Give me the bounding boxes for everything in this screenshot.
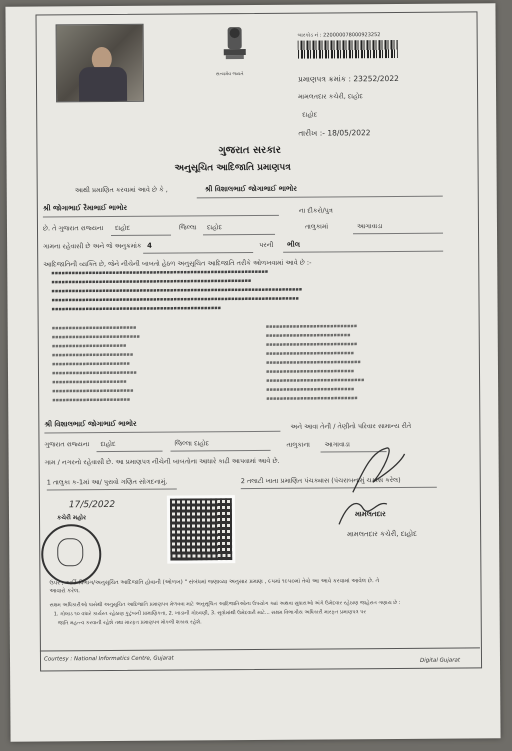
small-print-1: ઉપર , આર્ટિ-વિભાગ/અનુસૂચિત આદિજાતિ હોવાની (ઓળખ) " સંબંધમાં જણાવ્યા અનુસાર પ્રમાણ , ૯૫માં ૧૯૫૦માં તેવો આ આવે કરવામાં આવેલ છે. તે <box>49 578 380 587</box>
taluka-label: તાલુકામાં <box>304 222 329 231</box>
signatory-title: મામલતદાર <box>354 510 386 519</box>
applicant-photo <box>56 24 145 103</box>
office-line-1: મામલતદાર કચેરી, દાહોદ <box>298 92 364 101</box>
digital-gujarat-label: Digital Gujarat <box>419 657 461 664</box>
district-2: દાહોદ <box>206 223 223 232</box>
resident-village: આગાવાડા <box>324 440 350 449</box>
small-print-4: 1. ગોલાડ ૧૦ વધારે કાર્યરત રહેઠાણ કુટુંબની પ્રામાણિકતા, 2. ખાડાની ગોઠવણી, 3. સૂત્રોમાંથી ઉમેદવારી માટે... સક્ષમ વિભાગીય અધિકારી મારફત પ્રમાણપત્ર પર <box>53 609 367 618</box>
courtesy-text: Courtesy : National Informatics Centre, Gujarat <box>43 655 174 663</box>
state-prefix: છે. તે ગુજરાત રાજ્યના <box>42 224 104 233</box>
emblem-motto: સત્યમેવ જયતે <box>215 72 244 78</box>
applicant-name: શ્રી વિશાલભાઈ જોગાભાઈ ભાભોર <box>204 184 298 194</box>
office-line-2: દાહોદ <box>302 110 318 119</box>
basis-item-1: 1 તાલુકા ક-1માં આ/ પુરાવો ગણિત સોગદનામું. <box>46 477 168 487</box>
office-seal-stamp <box>41 524 101 584</box>
certify-text: આથી પ્રમાણિત કરવામાં આવે છે કે , <box>74 185 168 195</box>
village-line: ગામ / નગરનો રહેવાસી છે. આ પ્રમાણપત્ર નીચેની બાબતોના આધારે કાઢી આપવામાં આવે છે. <box>44 456 280 467</box>
small-print-3: સક્ષમ અધિકારીઓ પાસેથી અનુસૂચિત આદિજાતિ પ્રમાણપત્ર મેળવવા માટે અનુસૂચિત આદિજાતિઓના ઉપયોગ ક્યાં અથવા સુધારાઓ અંગે ઉમેદવાર રહેઠાણ જાહેરાત ગણાય છે : <box>49 599 401 609</box>
district-label: જિલ્લા <box>178 223 197 232</box>
resident-district: દાહોદ <box>100 439 116 449</box>
handwritten-date: 17/5/2022 <box>68 499 116 511</box>
serial-number: 4 <box>147 241 153 250</box>
qr-code <box>167 495 235 563</box>
issue-date: તારીખ :- 18/05/2022 <box>298 128 371 138</box>
gov-title: ગુજરાત સરકાર <box>218 144 281 157</box>
resident-district-label: જિલ્લા દાહોદ <box>174 439 210 448</box>
small-print-2: આવારો કરેલ. <box>49 588 80 595</box>
family-line: અને આવા તેની / તેણીનો પરિવાર સામાન્ય રીતે <box>290 421 412 431</box>
father-name: શ્રી જોગાભાઈ રૈમાભાઈ ભાભોર <box>42 203 128 213</box>
village-name: આગાવાડા <box>356 222 383 231</box>
orders-list-left: ▪▪▪▪▪▪▪▪▪▪▪▪▪▪▪▪▪▪▪▪▪▪▪▪▪ ▪▪▪▪▪▪▪▪▪▪▪▪▪▪▪▪▪▪▪▪▪▪▪▪▪▪ ▪▪▪▪▪▪▪▪▪▪▪▪▪▪▪▪▪▪▪▪▪▪ ▪▪▪▪▪▪▪▪▪▪▪▪▪▪▪▪▪▪▪▪▪▪▪▪ ▪▪▪▪▪▪▪▪▪▪▪▪▪▪▪▪▪▪▪▪▪▪▪ ▪▪▪▪▪▪▪▪▪▪▪▪▪▪▪▪▪▪▪▪▪▪▪▪▪ ▪▪▪▪▪▪▪▪▪▪▪▪▪▪▪▪▪▪▪▪▪▪ ▪▪▪▪▪▪▪▪▪▪▪▪▪▪▪▪▪▪▪▪▪▪▪▪ ▪▪▪▪▪▪▪▪▪▪▪▪▪▪▪▪▪▪▪▪▪▪▪ <box>51 324 140 404</box>
small-print-5: જાતિ મહત્ત્વ કરવાની રહેશે તથા મારફત પ્રમાણપત્ર મોકલી શકાય રહેશે. <box>57 619 202 627</box>
certificate-title: અનુસૂચિત આદિજાતિ પ્રમાણપત્ર <box>174 162 291 174</box>
barcode <box>298 40 398 59</box>
signature-upper <box>342 442 412 498</box>
orders-list-right: ▪▪▪▪▪▪▪▪▪▪▪▪▪▪▪▪▪▪▪▪▪▪▪▪▪▪▪ ▪▪▪▪▪▪▪▪▪▪▪▪▪▪▪▪▪▪▪▪▪▪▪▪▪ ▪▪▪▪▪▪▪▪▪▪▪▪▪▪▪▪▪▪▪▪▪▪▪▪▪▪▪ ▪▪▪▪▪▪▪▪▪▪▪▪▪▪▪▪▪▪▪▪▪▪▪▪▪▪ ▪▪▪▪▪▪▪▪▪▪▪▪▪▪▪▪▪▪▪▪▪▪▪▪▪▪▪▪ ▪▪▪▪▪▪▪▪▪▪▪▪▪▪▪▪▪▪▪▪▪▪▪▪▪▪ ▪▪▪▪▪▪▪▪▪▪▪▪▪▪▪▪▪▪▪▪▪▪▪▪▪▪▪▪▪ ▪▪▪▪▪▪▪▪▪▪▪▪▪▪▪▪▪▪▪▪▪▪▪▪▪▪ ▪▪▪▪▪▪▪▪▪▪▪▪▪▪▪▪▪▪▪▪▪▪▪▪▪▪▪ <box>265 323 365 402</box>
signatory-office: મામલતદાર કચેરી, દાહોદ <box>347 529 418 539</box>
caste-name: ભીલ <box>287 240 301 249</box>
certificate-number: પ્રમાણપત્ર ક્રમાંક : 23252/2022 <box>297 73 399 84</box>
applicant-name-2: શ્રી વિશાલભાઈ જોગાભાઈ ભાભોર <box>44 419 137 429</box>
resident-taluka-label: તાલુકાના <box>286 440 310 449</box>
basis-item-2: 2 તલાટી ખાતા પ્રમાણિત પંચક્યાસ (પંચરાબનામું ચકાસ કરેલ) <box>240 475 401 486</box>
resident-state: ગુજરાત રાજ્યના <box>44 440 90 449</box>
certificate-paper <box>5 3 500 741</box>
caste-prefix: પરની <box>259 240 274 249</box>
relation: ના દીકરો/પુત્ર <box>298 206 333 215</box>
schedule-prefix: ગામના રહેવાસી છે અને જે અનુક્રમાંક <box>43 241 142 251</box>
district-1: દાહોદ <box>114 223 131 232</box>
tribe-line: આદિજાતિની વ્યક્તિ છે, જેને નીચેની બાબતો હેઠળ અનુસૂચિત આદિજાતિ તરીકે ઓળખવામાં આવે છે :- <box>43 258 312 269</box>
national-emblem-icon <box>214 23 256 73</box>
orders-block-top: ▪▪▪▪▪▪▪▪▪▪▪▪▪▪▪▪▪▪▪▪▪▪▪▪▪▪▪▪▪▪▪▪▪▪▪▪▪▪▪▪▪▪▪▪▪▪▪▪▪▪▪▪▪▪▪▪▪▪▪▪▪▪▪▪ ▪▪▪▪▪▪▪▪▪▪▪▪▪▪▪▪▪▪▪▪▪▪▪▪▪▪▪▪▪▪▪▪▪▪▪▪▪▪▪▪▪▪▪▪▪▪▪▪▪▪▪▪▪▪▪▪▪▪▪ ▪▪▪▪▪▪▪▪▪▪▪▪▪▪▪▪▪▪▪▪▪▪▪▪▪▪▪▪▪▪▪▪▪▪▪▪▪▪▪▪▪▪▪▪▪▪▪▪▪▪▪▪▪▪▪▪▪▪▪▪▪▪▪▪▪▪▪▪▪▪▪▪▪▪ ▪▪▪▪▪▪▪▪▪▪▪▪▪▪▪▪▪▪▪▪▪▪▪▪▪▪▪▪▪▪▪▪▪▪▪▪▪▪▪▪▪▪▪▪▪▪▪▪▪▪▪▪▪▪▪▪▪▪▪▪▪▪▪▪▪▪▪▪▪▪▪▪▪ ▪▪▪▪▪▪▪▪▪▪▪▪▪▪▪▪▪▪▪▪▪▪▪▪▪▪▪▪▪▪▪▪▪▪▪▪▪▪▪▪▪▪▪▪▪▪▪▪▪▪ <box>51 268 303 313</box>
barcode-number: બારકોડ નં : 220000078000923252 <box>297 32 381 39</box>
stamp-label: કચેરી મહોર <box>56 514 87 522</box>
